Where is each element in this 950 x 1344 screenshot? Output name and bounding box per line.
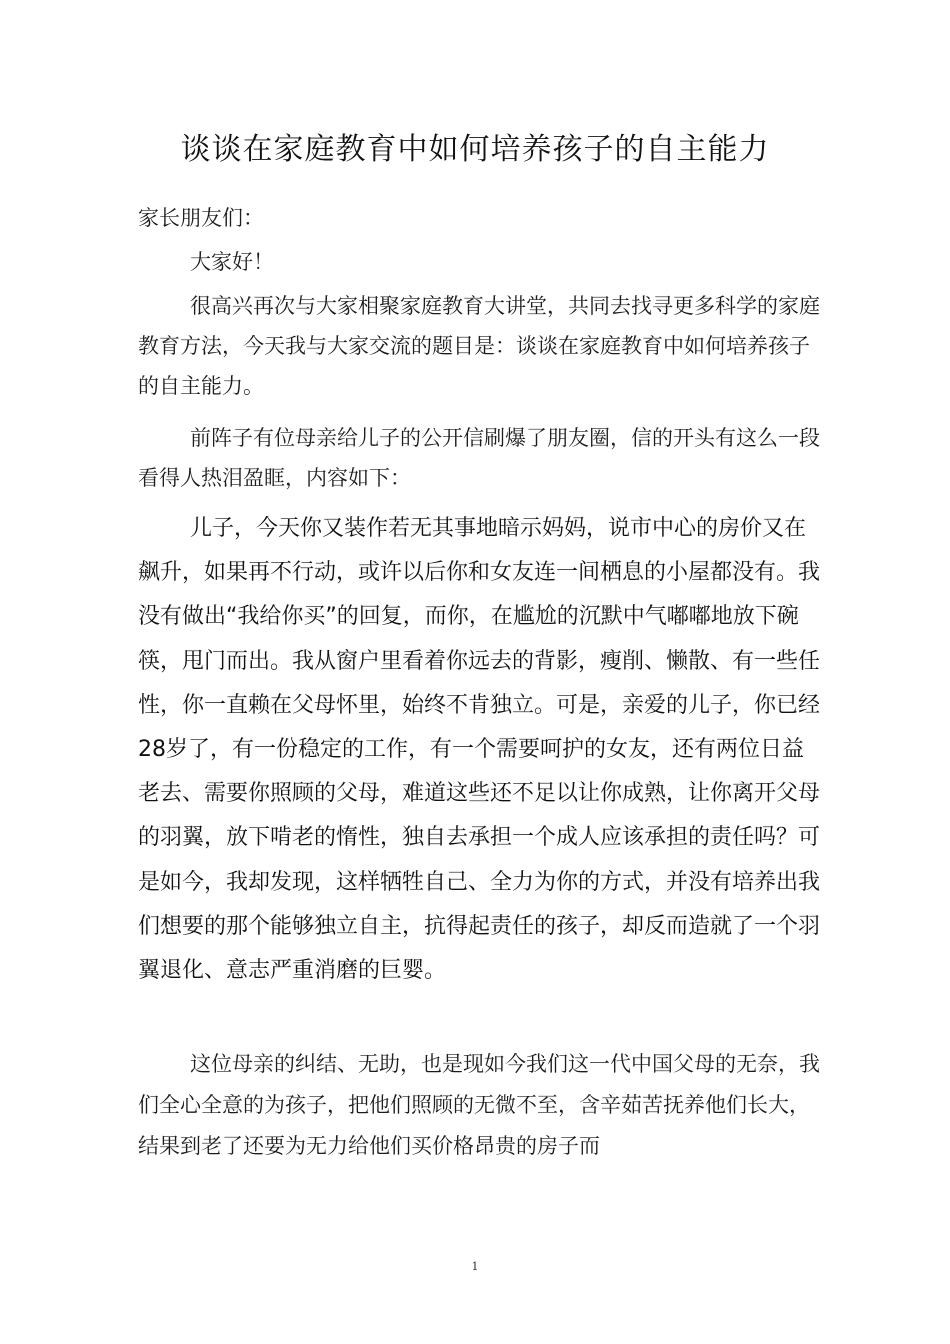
paragraph-letter-intro: 前阵子有位母亲给儿子的公开信刷爆了朋友圈，信的开头有这么一段看得人热泪盈眶，内容如下： [138, 426, 820, 490]
page-number: 1 [471, 1260, 479, 1273]
paragraph-reflection: 这位母亲的纠结、无助，也是现如今我们这一代中国父母的无奈，我们全心全意的为孩子，把他们照顾的无微不至，含辛茹苦抚养他们长大，结果到老了还要为无力给他们买价格昂贵的房子而 [138, 1052, 820, 1158]
salutation: 家长朋友们： [138, 206, 264, 230]
paragraph-intro: 很高兴再次与大家相聚家庭教育大讲堂，共同去找寻更多科学的家庭教育方法，今天我与大家交流的题目是：谈谈在家庭教育中如何培养孩子的自主能力。 [138, 294, 820, 398]
quoted-letter: 儿子，今天你又装作若无其事地暗示妈妈，说市中心的房价又在飙升，如果再不行动，或许以后你和女友连一间栖息的小屋都没有。我没有做出“我给你买”的回复，而你，在尴尬的沉默中气嘟嘟地放下碗筷，甩门而出。我从窗户里看着你远去的背影，瘦削、懒散、有一些任性，你一直赖在父母怀里，始终不肯独立。可是，亲爱的儿子，你已经28岁了，有一份稳定的工作，有一个需要呵护的女友，还有两位日益老去、需要你照顾的父母，难道这些还不足以让你成熟，让你离开父母的羽翼，放下啃老的惰性，独自去承担一个成人应该承担的责任吗？可是如今，我却发现，这样牺牲自己、全力为你的方式，并没有培养出我们想要的那个能够独立自主，抗得起责任的孩子，却反而造就了一个羽翼退化、意志严重消磨的巨婴。 [138, 516, 821, 984]
greeting: 大家好！ [190, 250, 274, 274]
document-title: 谈谈在家庭教育中如何培养孩子的自主能力 [180, 132, 770, 167]
